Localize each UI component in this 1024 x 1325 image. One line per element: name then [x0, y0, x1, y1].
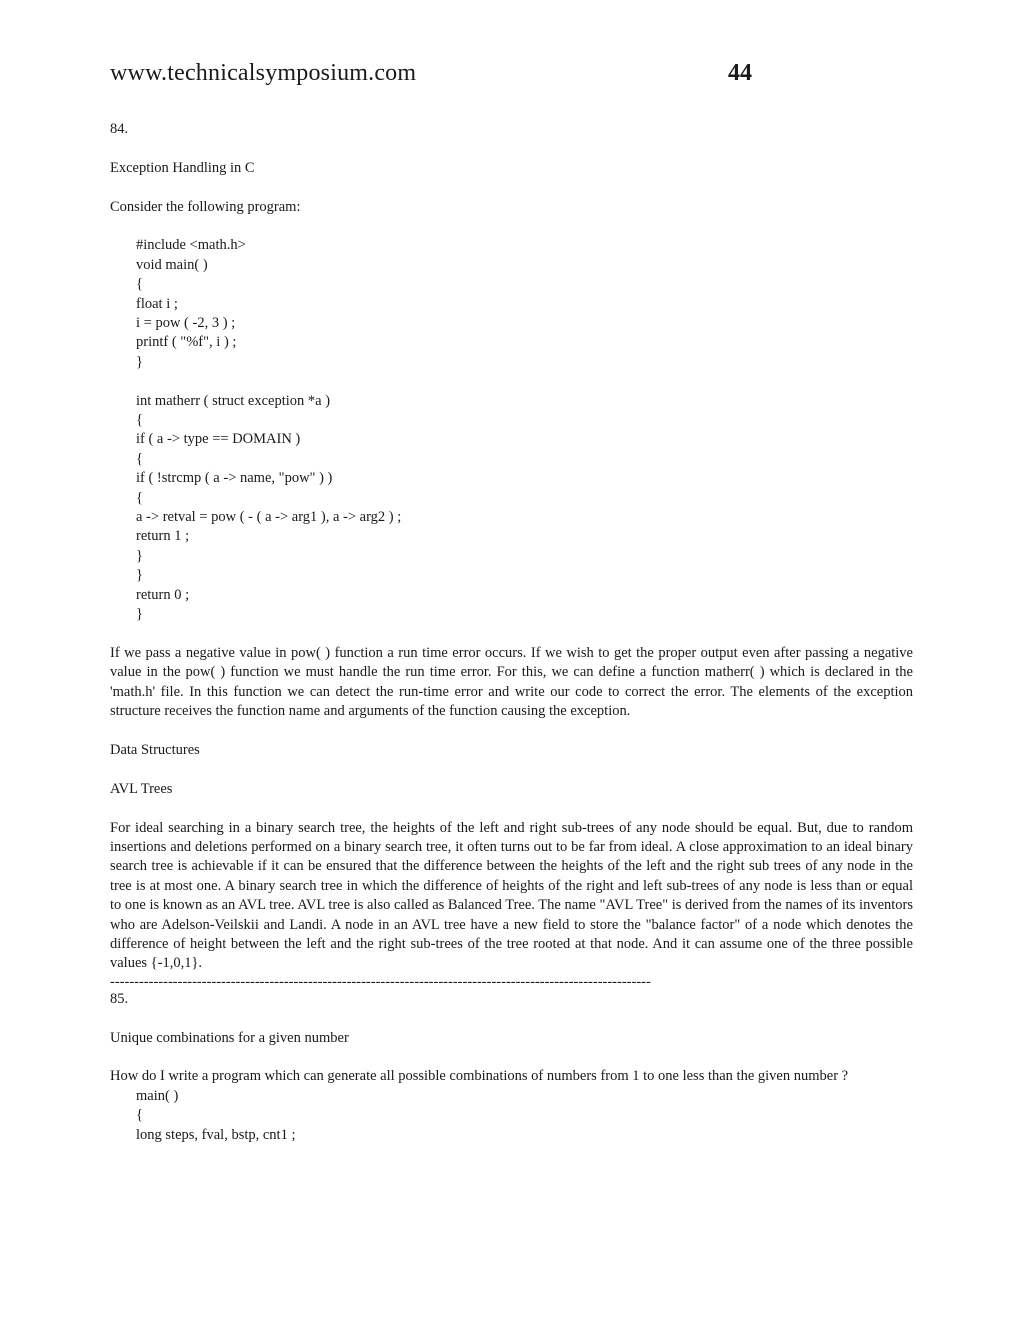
page-content [110, 120, 913, 1145]
code-line: #include <math.h> [136, 237, 246, 254]
code-line: { [136, 1107, 143, 1124]
code-line: } [136, 353, 143, 370]
section-number: 84. [110, 121, 129, 137]
code-line: { [136, 276, 143, 293]
code-line: void main( ) [136, 256, 208, 273]
avl-paragraph: For ideal searching in a binary search tree, the heights of the left and right sub-trees of any node should be equal. But, due to random insertions and deletions performed on a binary search tree, it often turns out to be far from ideal. A close approximation to an ideal binary search tree is achievable if it can be ensured that the difference between the heights of the left and the right sub trees of any node in the tree is at most one. A binary search tree in which the difference of heights of the right and left sub-trees of any node is less than or equal to one is known as an AVL tree. AVL tree is also called as Balanced Tree. The name "AVL Tree" is derived from the names of its inventors who are Adelson-Veilskii and Landi. A node in an AVL tree have a new field to store the "balance factor" of a node which denotes the difference of height between the left and the right sub-trees of the tree rooted at that node. And it can assume one of the three possible values {-1,0,1}. [110, 819, 913, 972]
code-line: i = pow ( -2, 3 ) ; [136, 315, 236, 332]
code-line: return 1 ; [136, 528, 190, 545]
code-line: } [136, 567, 143, 584]
code-line: } [136, 606, 143, 623]
code-line: { [136, 412, 143, 429]
code-line: if ( !strcmp ( a -> name, "pow" ) ) [136, 470, 333, 487]
code-line: { [136, 450, 143, 467]
question-paragraph: How do I write a program which can generate all possible combinations of numbers from 1 to one less than the given number ? [110, 1068, 849, 1085]
subheading: Data Structures [110, 741, 200, 758]
explanation-paragraph: If we pass a negative value in pow( ) function a run time error occurs. If we wish to get the proper output even after passing a negative value in the pow( ) function we must handle the run time error. For this, we can define a function matherr( ) which is declared in the 'math.h' file. In this function we can detect the run-time error and write our code to correct the error. The elements of the exception structure receives the function name and arguments of the function causing the exception. [110, 644, 913, 720]
separator-line: ---------------------------------------------------------------------------------------------------------------- [110, 973, 651, 990]
code-block [110, 1087, 913, 1145]
page-header [110, 60, 810, 96]
code-line: long steps, fval, bstp, cnt1 ; [136, 1126, 296, 1143]
code-line: int matherr ( struct exception *a ) [136, 392, 331, 409]
code-block [110, 236, 913, 624]
intro-text: Consider the following program: [110, 198, 301, 215]
code-line: float i ; [136, 295, 178, 312]
section-number: 85. [110, 990, 129, 1007]
code-line: printf ( "%f", i ) ; [136, 334, 237, 351]
code-line: } [136, 547, 143, 564]
code-line: main( ) [136, 1087, 179, 1104]
section-title: Exception Handling in C [110, 159, 255, 176]
site-url: www.technicalsymposium.com [110, 60, 417, 86]
subheading: AVL Trees [110, 780, 173, 797]
section-title: Unique combinations for a given number [110, 1029, 349, 1046]
code-line: return 0 ; [136, 586, 190, 603]
code-line: { [136, 489, 143, 506]
code-line: a -> retval = pow ( - ( a -> arg1 ), a -> arg2 ) ; [136, 509, 402, 526]
page-number: 44 [728, 60, 752, 86]
code-line: if ( a -> type == DOMAIN ) [136, 431, 301, 448]
